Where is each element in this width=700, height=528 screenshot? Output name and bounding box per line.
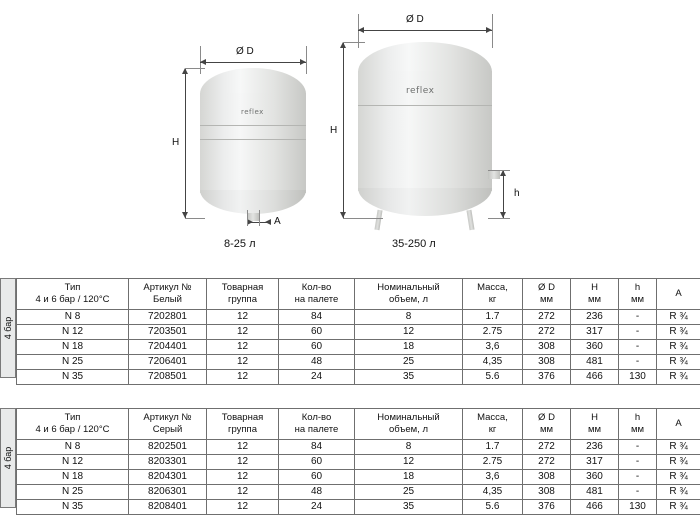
cell-qty-pallet: 60 <box>279 455 355 470</box>
pressure-tab-1 <box>0 278 16 378</box>
cell-diameter: 272 <box>523 325 571 340</box>
cell-nominal-volume: 35 <box>355 370 463 385</box>
col-type: Тип 4 и 6 бар / 120°C <box>17 279 129 310</box>
cell-type: N 18 <box>17 470 129 485</box>
cell-mass: 2.75 <box>463 455 523 470</box>
cell-article: 8202501 <box>129 440 207 455</box>
cell-mass: 1.7 <box>463 310 523 325</box>
small-connection-arrow-right <box>265 219 271 225</box>
cell-type: N 12 <box>17 455 129 470</box>
cell-nominal-volume: 35 <box>355 500 463 515</box>
cell-connection: R ¾ <box>657 470 700 485</box>
cell-article: 8203301 <box>129 455 207 470</box>
vessel-small <box>200 68 306 218</box>
cell-mass: 1.7 <box>463 440 523 455</box>
col-qty-pallet: Кол-во на палете <box>279 279 355 310</box>
cell-connection: R ¾ <box>657 340 700 355</box>
small-vessel-caption: 8-25 л <box>224 238 256 250</box>
cell-article: 7202801 <box>129 310 207 325</box>
cell-height: 236 <box>571 440 619 455</box>
vessel-large-top-cap <box>358 42 492 72</box>
cell-type: N 35 <box>17 500 129 515</box>
table-row <box>17 310 700 325</box>
large-vessel-caption: 35-250 л <box>392 238 436 250</box>
cell-leg-height: - <box>619 470 657 485</box>
spec-table-white <box>16 278 700 385</box>
cell-article: 8204301 <box>129 470 207 485</box>
table-row <box>17 440 700 455</box>
vessel-large-foot-right <box>466 210 474 231</box>
small-connection-ext-right <box>259 210 260 226</box>
cell-qty-pallet: 60 <box>279 325 355 340</box>
vessel-large <box>358 42 492 218</box>
vessel-large-seam-upper <box>358 105 492 106</box>
col-mass: Масса, кг <box>463 409 523 440</box>
cell-mass: 3,6 <box>463 340 523 355</box>
cell-product-group: 12 <box>207 310 279 325</box>
col-product-group: Товарная группа <box>207 279 279 310</box>
spec-table-grey-wrapper <box>16 408 700 515</box>
table-row <box>17 500 700 515</box>
cell-mass: 5.6 <box>463 370 523 385</box>
cell-qty-pallet: 24 <box>279 370 355 385</box>
cell-diameter: 308 <box>523 340 571 355</box>
col-connection: A <box>657 279 700 310</box>
table-header-row <box>17 409 700 440</box>
cell-height: 466 <box>571 370 619 385</box>
large-height-dim-line <box>343 42 344 218</box>
cell-article: 8206301 <box>129 485 207 500</box>
cell-nominal-volume: 18 <box>355 470 463 485</box>
cell-nominal-volume: 25 <box>355 355 463 370</box>
cell-leg-height: - <box>619 325 657 340</box>
cell-type: N 12 <box>17 325 129 340</box>
cell-connection: R ¾ <box>657 355 700 370</box>
small-height-ext-top <box>185 68 205 69</box>
spec-table-white-wrapper <box>16 278 700 385</box>
table-row <box>17 325 700 340</box>
cell-diameter: 308 <box>523 485 571 500</box>
cell-article: 7206401 <box>129 355 207 370</box>
cell-nominal-volume: 8 <box>355 440 463 455</box>
cell-qty-pallet: 84 <box>279 310 355 325</box>
small-diameter-arrow-left <box>200 59 206 65</box>
cell-height: 481 <box>571 485 619 500</box>
table-row <box>17 370 700 385</box>
cell-type: N 8 <box>17 310 129 325</box>
brand-logo-large: reflex <box>406 86 435 96</box>
col-nominal-volume: Номинальный объем, л <box>355 279 463 310</box>
cell-diameter: 272 <box>523 440 571 455</box>
cell-product-group: 12 <box>207 485 279 500</box>
cell-article: 8208401 <box>129 500 207 515</box>
drawing-area <box>0 0 700 262</box>
cell-diameter: 376 <box>523 500 571 515</box>
cell-nominal-volume: 18 <box>355 340 463 355</box>
small-connection-ext-left <box>247 210 248 226</box>
table-row <box>17 485 700 500</box>
cell-connection: R ¾ <box>657 455 700 470</box>
cell-mass: 4,35 <box>463 485 523 500</box>
cell-nominal-volume: 12 <box>355 455 463 470</box>
vessel-large-foot-left <box>374 210 382 231</box>
cell-type: N 35 <box>17 370 129 385</box>
cell-product-group: 12 <box>207 355 279 370</box>
cell-nominal-volume: 25 <box>355 485 463 500</box>
cell-product-group: 12 <box>207 455 279 470</box>
cell-height: 236 <box>571 310 619 325</box>
cell-qty-pallet: 48 <box>279 485 355 500</box>
col-qty-pallet: Кол-во на палете <box>279 409 355 440</box>
vessel-small-seam-upper <box>200 125 306 126</box>
cell-connection: R ¾ <box>657 310 700 325</box>
cell-leg-height: - <box>619 455 657 470</box>
table-row <box>17 455 700 470</box>
col-product-group: Товарная группа <box>207 409 279 440</box>
cell-height: 481 <box>571 355 619 370</box>
large-diameter-label: Ø D <box>406 14 424 25</box>
cell-diameter: 308 <box>523 470 571 485</box>
cell-type: N 18 <box>17 340 129 355</box>
small-diameter-dim-line <box>200 62 306 63</box>
col-type: Тип 4 и 6 бар / 120°C <box>17 409 129 440</box>
cell-height: 360 <box>571 340 619 355</box>
large-leg-height-dim-line <box>503 170 504 218</box>
col-mass: Масса, кг <box>463 279 523 310</box>
col-connection: A <box>657 409 700 440</box>
cell-product-group: 12 <box>207 370 279 385</box>
vessel-small-top-cap <box>200 68 306 94</box>
vessel-small-seam-lower <box>200 139 306 140</box>
cell-product-group: 12 <box>207 325 279 340</box>
cell-mass: 4,35 <box>463 355 523 370</box>
pressure-tab-1-label: 4 бар <box>3 316 13 340</box>
col-height: H мм <box>571 279 619 310</box>
col-leg-height: h мм <box>619 409 657 440</box>
col-diameter: Ø D мм <box>523 279 571 310</box>
table-row <box>17 355 700 370</box>
small-height-dim-line <box>185 68 186 218</box>
pressure-tab-2 <box>0 408 16 508</box>
cell-article: 7208501 <box>129 370 207 385</box>
large-leg-height-ext-bottom <box>488 218 510 219</box>
cell-connection: R ¾ <box>657 370 700 385</box>
small-connection-label: A <box>274 216 281 227</box>
cell-leg-height: - <box>619 310 657 325</box>
small-diameter-ext-right <box>306 46 307 74</box>
large-height-ext-bottom <box>343 218 383 219</box>
cell-qty-pallet: 24 <box>279 500 355 515</box>
col-height: H мм <box>571 409 619 440</box>
cell-product-group: 12 <box>207 440 279 455</box>
col-article: Артикул № Белый <box>129 279 207 310</box>
cell-nominal-volume: 8 <box>355 310 463 325</box>
cell-mass: 2.75 <box>463 325 523 340</box>
cell-article: 7204401 <box>129 340 207 355</box>
small-diameter-label: Ø D <box>236 46 254 57</box>
large-leg-height-label: h <box>514 188 520 199</box>
cell-qty-pallet: 48 <box>279 355 355 370</box>
cell-leg-height: - <box>619 355 657 370</box>
large-leg-height-ext-top <box>488 170 510 171</box>
table-row <box>17 340 700 355</box>
large-height-ext-top <box>343 42 365 43</box>
cell-diameter: 272 <box>523 455 571 470</box>
cell-leg-height: - <box>619 340 657 355</box>
cell-connection: R ¾ <box>657 485 700 500</box>
cell-product-group: 12 <box>207 470 279 485</box>
small-height-label: H <box>172 137 180 148</box>
vessel-large-side-nozzle <box>488 170 500 179</box>
cell-leg-height: - <box>619 440 657 455</box>
cell-diameter: 308 <box>523 355 571 370</box>
cell-type: N 25 <box>17 485 129 500</box>
cell-nominal-volume: 12 <box>355 325 463 340</box>
small-diameter-arrow-right <box>300 59 306 65</box>
cell-height: 317 <box>571 455 619 470</box>
large-diameter-dim-line <box>358 30 492 31</box>
spec-table-grey <box>16 408 700 515</box>
large-diameter-ext-right <box>492 14 493 48</box>
cell-height: 360 <box>571 470 619 485</box>
col-nominal-volume: Номинальный объем, л <box>355 409 463 440</box>
large-height-label: H <box>330 125 338 136</box>
cell-leg-height: 130 <box>619 370 657 385</box>
cell-connection: R ¾ <box>657 325 700 340</box>
cell-mass: 3,6 <box>463 470 523 485</box>
vessel-small-bottom-cap <box>200 190 306 214</box>
cell-leg-height: 130 <box>619 500 657 515</box>
cell-connection: R ¾ <box>657 500 700 515</box>
table-row <box>17 470 700 485</box>
cell-leg-height: - <box>619 485 657 500</box>
brand-logo-small: reflex <box>241 108 264 116</box>
cell-type: N 25 <box>17 355 129 370</box>
cell-connection: R ¾ <box>657 440 700 455</box>
large-diameter-arrow-left <box>358 27 364 33</box>
col-diameter: Ø D мм <box>523 409 571 440</box>
col-leg-height: h мм <box>619 279 657 310</box>
cell-qty-pallet: 60 <box>279 340 355 355</box>
col-article: Артикул № Серый <box>129 409 207 440</box>
cell-diameter: 272 <box>523 310 571 325</box>
cell-qty-pallet: 60 <box>279 470 355 485</box>
cell-article: 7203501 <box>129 325 207 340</box>
small-height-ext-bottom <box>185 218 205 219</box>
cell-height: 317 <box>571 325 619 340</box>
cell-height: 466 <box>571 500 619 515</box>
cell-diameter: 376 <box>523 370 571 385</box>
cell-mass: 5.6 <box>463 500 523 515</box>
table-header-row <box>17 279 700 310</box>
cell-qty-pallet: 84 <box>279 440 355 455</box>
pressure-tab-2-label: 4 бар <box>3 446 13 470</box>
large-diameter-arrow-right <box>486 27 492 33</box>
cell-type: N 8 <box>17 440 129 455</box>
cell-product-group: 12 <box>207 340 279 355</box>
cell-product-group: 12 <box>207 500 279 515</box>
